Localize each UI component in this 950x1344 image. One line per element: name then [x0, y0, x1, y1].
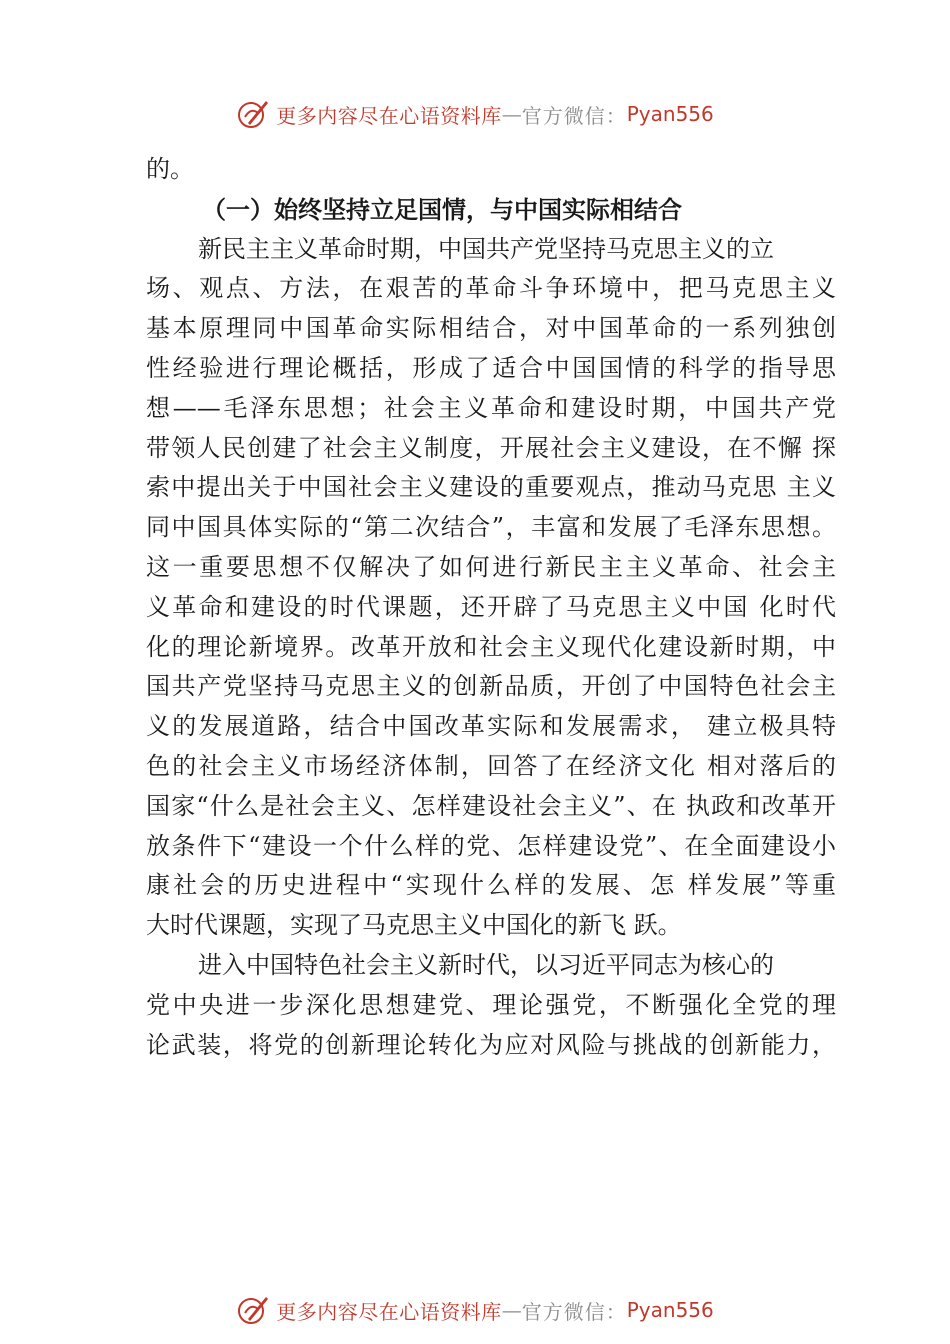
- text-line: 进入中国特色社会主义新时代，以习近平同志为核心的: [198, 950, 774, 979]
- pen-logo-icon: [236, 1293, 270, 1327]
- text-line: 义革命和建设的时代课题，还开辟了马克思主义中国 化时代: [146, 592, 836, 621]
- text-line: 想——毛泽东思想；社会主义革命和建设时期，中国共产党: [146, 393, 836, 422]
- text-line: 论武装，将党的创新理论转化为应对风险与挑战的创新能力，: [146, 1030, 836, 1059]
- banner-wechat-id: Pyan556: [626, 1298, 714, 1322]
- text-line: 的。: [146, 155, 194, 183]
- text-line: 义的发展道路，结合中国改革实际和发展需求， 建立极具特: [146, 712, 836, 741]
- pen-logo-icon: [236, 97, 270, 131]
- banner-wechat-label: 官方微信：: [521, 103, 627, 128]
- text-line: 性经验进行理论概括，形成了适合中国国情的科学的指导思: [146, 353, 836, 382]
- text-line: 新民主主义革命时期，中国共产党坚持马克思主义的立: [198, 234, 774, 263]
- text-line: 国共产党坚持马克思主义的创新品质，开创了中国特色社会主: [146, 672, 836, 701]
- banner-title: 更多内容尽在心语资料库: [276, 103, 502, 128]
- document-body: [146, 150, 836, 1065]
- text-line: 索中提出关于中国社会主义建设的重要观点，推动马克思 主义: [146, 473, 836, 502]
- text-line: 大时代课题，实现了马克思主义中国化的新飞 跃。: [146, 911, 682, 940]
- text-line: 带领人民创建了社会主义制度，开展社会主义建设，在不懈 探: [146, 433, 836, 462]
- text-line: 党中央进一步深化思想建党、理论强党，不断强化全党的理: [146, 990, 836, 1019]
- banner-wechat-label: 官方微信：: [521, 1299, 627, 1324]
- banner-separator: —: [501, 1298, 522, 1322]
- text-line: 这一重要思想不仅解决了如何进行新民主主义革命、社会主: [146, 552, 836, 581]
- header-banner: [0, 96, 950, 132]
- text-line: 场、观点、方法，在艰苦的革命斗争环境中，把马克思主义: [146, 274, 836, 303]
- banner-wechat-id: Pyan556: [626, 102, 714, 126]
- footer-banner: [0, 1292, 950, 1328]
- text-line: 国家“什么是社会主义、怎样建设社会主义”、在 执政和改革开: [146, 791, 836, 820]
- text-line: 康社会的历史进程中“实现什么样的发展、怎 样发展”等重: [146, 871, 836, 900]
- banner-title: 更多内容尽在心语资料库: [276, 1299, 502, 1324]
- text-line: 同中国具体实际的“第二次结合”，丰富和发展了毛泽东思想。: [146, 513, 836, 542]
- text-line: 放条件下“建设一个什么样的党、怎样建设党”、在全面建设小: [146, 831, 836, 860]
- section-heading: （一）始终坚持立足国情，与中国实际相结合: [202, 194, 682, 224]
- text-line: 基本原理同中国革命实际相结合，对中国革命的一系列独创: [146, 314, 836, 343]
- text-line: 色的社会主义市场经济体制，回答了在经济文化 相对落后的: [146, 751, 836, 780]
- text-line: 化的理论新境界。改革开放和社会主义现代化建设新时期，中: [146, 632, 836, 661]
- banner-separator: —: [501, 102, 522, 126]
